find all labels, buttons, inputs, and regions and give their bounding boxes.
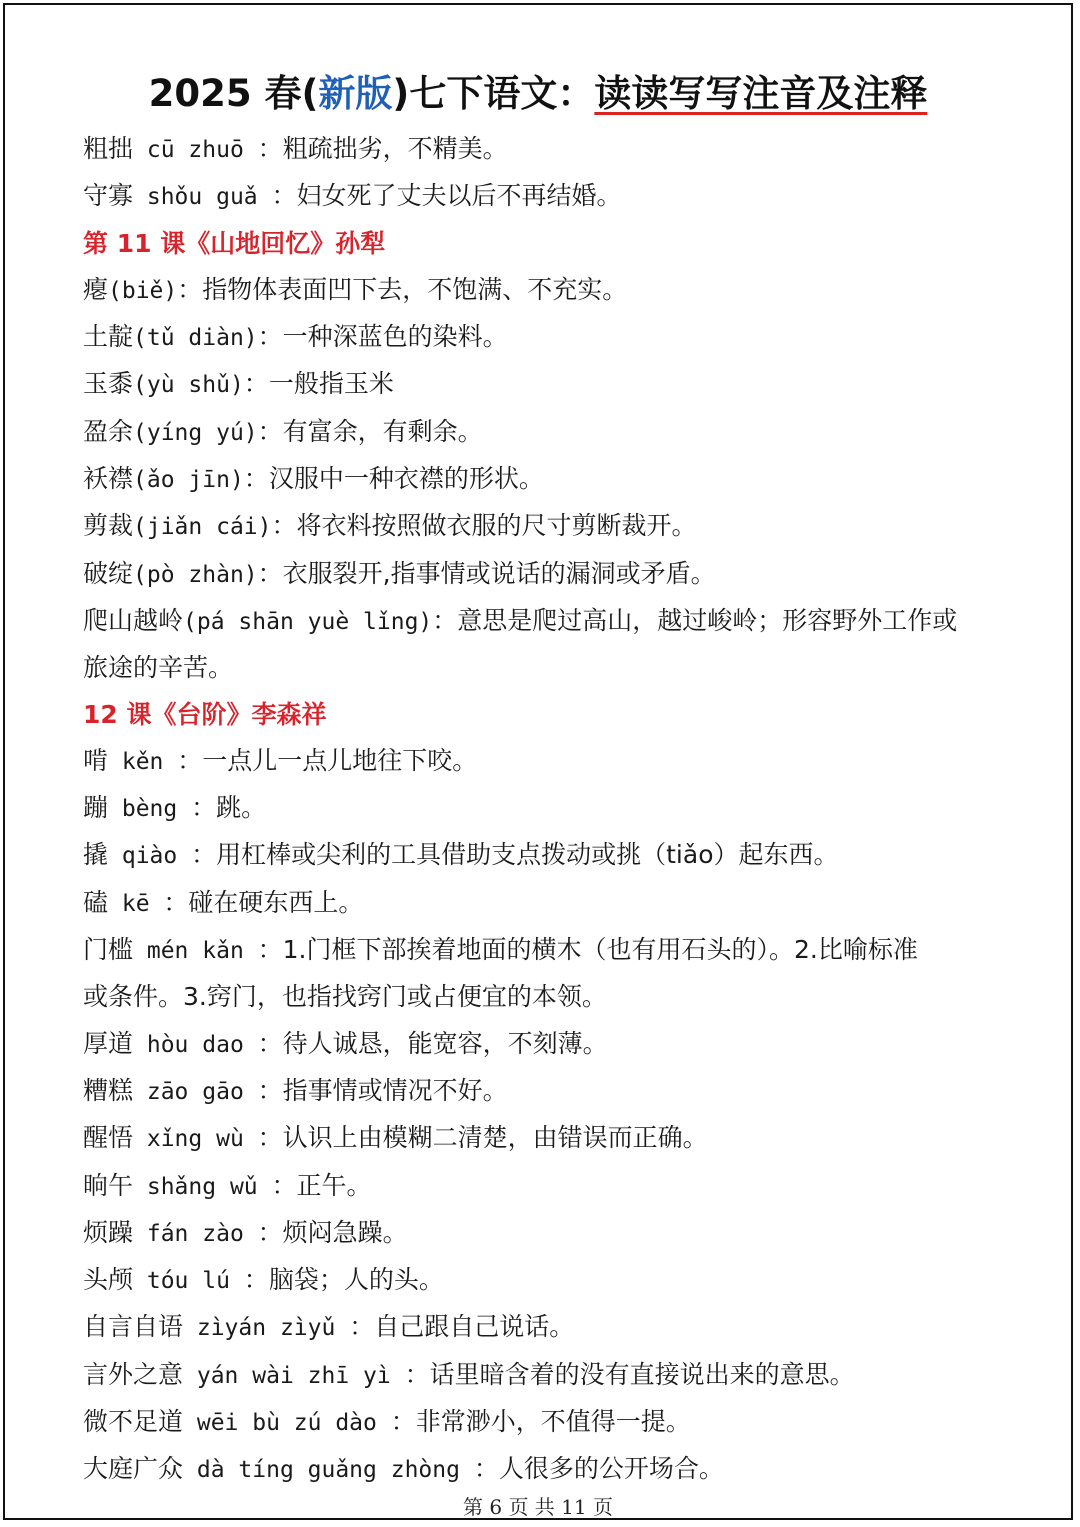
- vocab-pinyin: (yíng yú): [133, 419, 258, 446]
- vocab-entry: [83, 551, 1018, 598]
- vocab-pinyin: yán wài zhī yì: [183, 1362, 405, 1389]
- vocab-word: 袄襟: [83, 464, 134, 494]
- vocab-word: 头颅: [83, 1265, 134, 1295]
- vocab-separator: ：: [257, 134, 283, 163]
- vocab-pinyin: mén kǎn: [133, 938, 258, 965]
- vocab-pinyin: (ǎo jīn): [133, 467, 244, 494]
- vocab-definition: 一般指玉米: [268, 369, 394, 399]
- vocab-pinyin: xǐng wù: [133, 1126, 258, 1153]
- vocab-separator: ：: [271, 181, 297, 211]
- page-title: [5, 63, 1071, 117]
- vocab-definition: 妇女死了丈夫以后不再结婚。: [296, 181, 622, 211]
- vocab-pinyin: (yù shǔ): [133, 372, 244, 399]
- vocab-word: 破绽: [83, 558, 134, 588]
- vocab-separator: ：: [257, 558, 283, 588]
- vocab-entry: [83, 1163, 1018, 1210]
- page-footer: 第 6 页 共 11 页: [463, 1495, 613, 1519]
- vocab-entry: [83, 361, 1018, 408]
- vocab-entry: [83, 785, 1018, 832]
- vocab-entry: [83, 1068, 1018, 1115]
- title-underlined: 读读写写注音及注释: [594, 72, 928, 115]
- vocab-pinyin: (biě): [108, 277, 178, 304]
- vocab-word: 啃: [83, 745, 109, 775]
- lesson-heading: 第 11 课《山地回忆》孙犁: [83, 228, 386, 258]
- vocab-pinyin: hòu dao: [133, 1031, 258, 1058]
- vocab-separator: ：: [243, 1265, 269, 1295]
- vocab-definition: 认识上由模糊二清楚，由错误而正确。: [282, 1123, 708, 1153]
- vocab-entry: [83, 1352, 1018, 1399]
- vocab-entry: [83, 503, 1018, 550]
- vocab-word: 门槛: [83, 935, 134, 965]
- vocab-definition: 待人诚恳，能宽容，不刻薄。: [282, 1028, 608, 1058]
- vocab-definition: 有富余，有剩余。: [282, 416, 483, 446]
- vocab-separator: ：: [257, 416, 283, 446]
- vocab-entry: [83, 598, 1018, 645]
- vocab-separator: ：: [257, 1075, 283, 1105]
- vocab-pinyin: kěn: [108, 748, 178, 775]
- vocab-separator: ：: [473, 1454, 499, 1484]
- title-highlight: 新版: [318, 72, 393, 115]
- vocab-word: 盈余: [83, 416, 134, 446]
- vocab-definition-continuation: 旅途的辛苦。: [83, 653, 234, 683]
- vocab-entry: [83, 927, 1018, 974]
- vocab-definition: 指物体表面凹下去，不饱满、不充实。: [202, 274, 628, 304]
- vocab-pinyin: cū zhuō: [133, 137, 258, 163]
- vocab-separator: ：: [271, 511, 297, 541]
- vocab-separator: ：: [349, 1312, 375, 1342]
- vocab-word: 撬: [83, 840, 109, 870]
- vocab-pinyin: fán zào: [133, 1220, 258, 1247]
- vocab-word: 厚道: [83, 1028, 134, 1058]
- vocab-entry: [83, 1210, 1018, 1257]
- vocab-pinyin: (pá shān yuè lǐng): [183, 608, 433, 635]
- vocab-pinyin: kē: [108, 890, 164, 917]
- vocab-separator: ：: [177, 274, 203, 304]
- vocab-pinyin: zìyán zìyǔ: [183, 1315, 350, 1342]
- vocab-separator: ：: [257, 1123, 283, 1153]
- vocab-pinyin: shǎng wǔ: [133, 1173, 272, 1200]
- document-page: [3, 3, 1073, 1520]
- vocab-entry: [83, 1021, 1018, 1068]
- vocab-word: 玉黍: [83, 369, 134, 399]
- vocab-definition: 自己跟自己说话。: [374, 1312, 575, 1342]
- vocab-separator: ：: [257, 1217, 283, 1247]
- vocab-pinyin: tóu lú: [133, 1268, 244, 1295]
- vocab-definition: 跳。: [216, 793, 267, 823]
- vocab-entry: [83, 126, 1018, 173]
- vocab-separator: ：: [191, 840, 217, 870]
- vocab-pinyin: zāo gāo: [133, 1078, 258, 1105]
- vocab-entry: [83, 1115, 1018, 1162]
- vocab-separator: ：: [390, 1407, 416, 1437]
- title-prefix: 2025 春(: [148, 72, 319, 115]
- vocab-separator: ：: [257, 322, 283, 352]
- vocab-entry: [83, 1446, 1018, 1493]
- vocab-separator: ：: [177, 745, 203, 775]
- lesson-heading: 12 课《台阶》李森祥: [83, 699, 327, 729]
- vocab-word: 烦躁: [83, 1217, 134, 1247]
- vocab-word: 瘪: [83, 274, 109, 304]
- vocab-definition: 一种深蓝色的染料。: [282, 322, 508, 352]
- vocab-definition: 碰在硬东西上。: [188, 887, 364, 917]
- vocab-word: 剪裁: [83, 511, 134, 541]
- vocab-separator: ：: [404, 1359, 430, 1389]
- vocab-definition: 汉服中一种衣襟的形状。: [268, 464, 544, 494]
- vocab-definition: 用杠棒或尖利的工具借助支点拨动或挑（tiǎo）起东西。: [216, 840, 839, 870]
- vocab-entry: [83, 409, 1018, 456]
- vocab-separator: ：: [257, 1028, 283, 1058]
- vocab-separator: ：: [243, 369, 269, 399]
- vocab-definition: 烦闷急躁。: [282, 1217, 408, 1247]
- vocab-word: 爬山越岭: [83, 605, 184, 635]
- vocab-entry: [83, 880, 1018, 927]
- vocab-pinyin: (pò zhàn): [133, 561, 258, 588]
- vocab-definition: 非常渺小，不值得一提。: [415, 1407, 691, 1437]
- vocab-pinyin: (tǔ diàn): [133, 325, 258, 352]
- vocab-entry: [83, 173, 1018, 220]
- vocab-definition: 脑袋；人的头。: [268, 1265, 444, 1295]
- vocab-pinyin: (jiǎn cái): [133, 514, 272, 541]
- vocab-word: 醒悟: [83, 1123, 134, 1153]
- vocab-definition-continuation: 或条件。3.窍门，也指找窍门或占便宜的本领。: [83, 982, 607, 1012]
- vocab-definition: 人很多的公开场合。: [498, 1454, 724, 1484]
- vocab-separator: ：: [257, 935, 283, 965]
- vocab-word: 守寡: [83, 181, 134, 211]
- vocab-entry: [83, 1304, 1018, 1351]
- vocab-separator: ：: [191, 793, 217, 823]
- vocab-pinyin: qiào: [108, 843, 192, 870]
- vocab-entry: [83, 456, 1018, 503]
- vocab-separator: ：: [163, 887, 189, 917]
- title-middle: )七下语文：: [392, 72, 595, 115]
- vocab-entry: [83, 267, 1018, 314]
- vocab-separator: ：: [243, 464, 269, 494]
- vocab-entry: [83, 832, 1018, 879]
- vocab-definition: 衣服裂开,指事情或说话的漏洞或矛盾。: [282, 558, 716, 588]
- vocab-pinyin: bèng: [108, 796, 192, 823]
- vocab-definition: 将衣料按照做衣服的尺寸剪断裁开。: [296, 511, 697, 541]
- vocab-word: 粗拙: [83, 134, 134, 163]
- vocab-word: 自言自语: [83, 1312, 184, 1342]
- vocab-word: 微不足道: [83, 1407, 184, 1437]
- vocab-definition: 1.门框下部挨着地面的横木（也有用石头的）。2.比喻标准: [282, 935, 918, 965]
- vocab-separator: ：: [271, 1170, 297, 1200]
- vocab-definition: 一点儿一点儿地往下咬。: [202, 745, 478, 775]
- vocab-word: 晌午: [83, 1170, 134, 1200]
- vocab-word: 蹦: [83, 793, 109, 823]
- vocab-definition: 话里暗含着的没有直接说出来的意思。: [429, 1359, 855, 1389]
- vocabulary-list: [83, 126, 1018, 1494]
- vocab-definition: 粗疏拙劣，不精美。: [282, 134, 508, 163]
- vocab-definition: 意思是爬过高山，越过峻岭；形容野外工作或: [457, 605, 958, 635]
- vocab-word: 大庭广众: [83, 1454, 184, 1484]
- vocab-word: 糟糕: [83, 1075, 134, 1105]
- vocab-definition: 指事情或情况不好。: [282, 1075, 508, 1105]
- vocab-pinyin: dà tíng guǎng zhòng: [183, 1457, 474, 1484]
- vocab-separator: ：: [432, 605, 458, 635]
- vocab-word: 土靛: [83, 322, 134, 352]
- vocab-pinyin: shǒu guǎ: [133, 184, 272, 211]
- vocab-entry: [83, 738, 1018, 785]
- vocab-definition: 正午。: [296, 1170, 372, 1200]
- vocab-word: 言外之意: [83, 1359, 184, 1389]
- vocab-word: 磕: [83, 887, 109, 917]
- vocab-pinyin: wēi bù zú dào: [183, 1410, 391, 1437]
- vocab-entry: [83, 1257, 1018, 1304]
- vocab-entry: [83, 1399, 1018, 1446]
- vocab-entry: [83, 314, 1018, 361]
